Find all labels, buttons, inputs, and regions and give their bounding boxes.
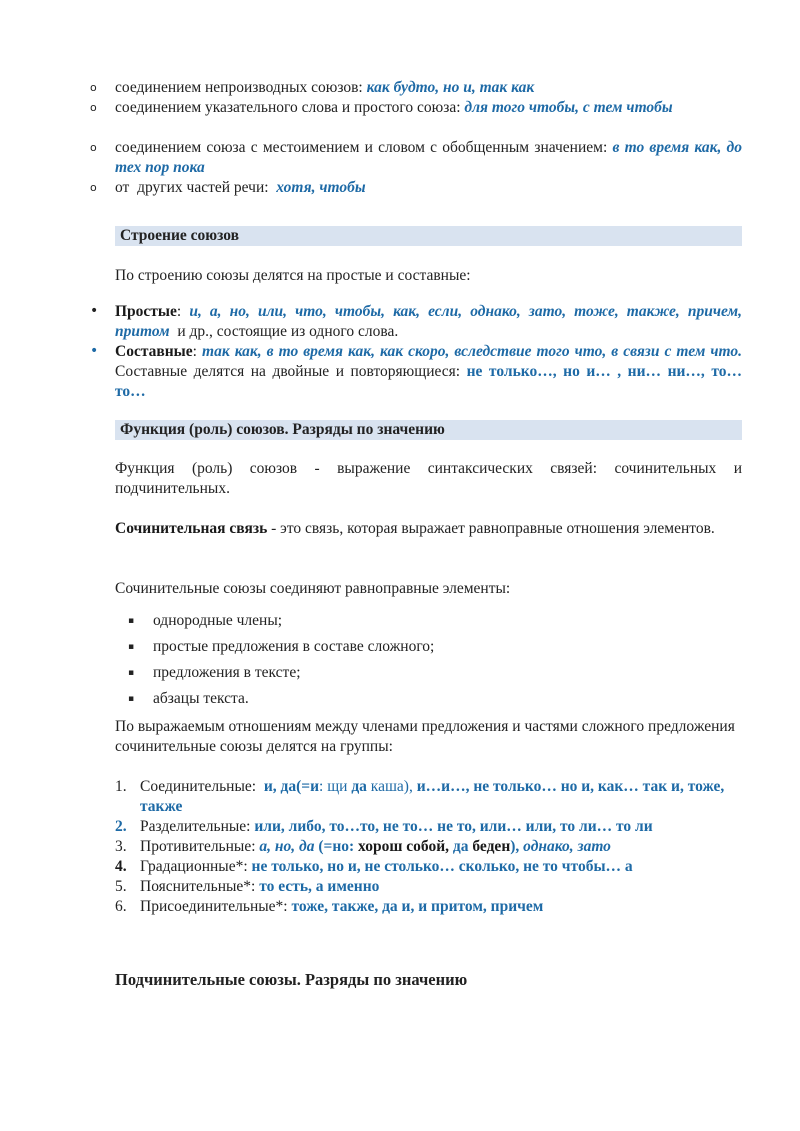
example-text: каша), [366, 778, 417, 795]
group-label: Градационные*: [140, 858, 252, 875]
list-item-text: соединением союза с местоимением и словом с обобщенным значением: [115, 139, 613, 156]
section-heading-function: Функция (роль) союзов. Разряды по значению [115, 420, 742, 440]
list-item-group-4 [115, 857, 742, 877]
section-heading-subordinate: Подчинительные союзы. Разряды по значению [115, 970, 468, 989]
term-simple: Простые [115, 303, 177, 320]
list-number: 4. [115, 858, 127, 875]
example-text: и, да(=и [263, 778, 320, 795]
example-text: хотя, чтобы [276, 179, 366, 196]
list-item-text: предложения в тексте; [153, 664, 301, 681]
definition-text: - это связь, которая выражает равноправные отношения элементов. [267, 520, 715, 537]
example-text: да [351, 778, 367, 795]
structure-list [90, 302, 742, 402]
circle-bullet-icon: o [90, 181, 97, 194]
groups-list [115, 777, 742, 917]
example-text: однако, зато [523, 838, 611, 855]
list-item [128, 689, 742, 715]
list-number: 6. [115, 898, 127, 915]
colon: : [176, 303, 190, 320]
list-item-group-1 [115, 777, 742, 817]
groups-intro: По выражаемым отношениям между членами предложения и частями сложного предложения сочинительные союзы делятся на группы: [115, 718, 735, 755]
group-label: Противительные: [140, 838, 260, 855]
coord-definition [115, 519, 742, 559]
list-number: 1. [115, 778, 127, 795]
example-text: и…и…, не только… но и, как… так и, тоже, также [140, 778, 725, 815]
list-item-group-6 [115, 897, 742, 917]
function-intro: Функция (роль) союзов - выражение синтаксических связей: сочинительных и подчинительных. [115, 460, 742, 497]
list-item-text: простые предложения в составе сложного; [153, 638, 435, 655]
list-item [128, 663, 742, 689]
colon: : [192, 343, 203, 360]
list-item-text: и др., состоящие из одного слова. [169, 323, 399, 340]
list-item-simple [90, 302, 742, 342]
list-item-text: абзацы текста. [153, 690, 249, 707]
example-text: так как, в то время как, как скоро, вследствие того что, в связи с тем что. [202, 343, 742, 360]
square-bullet-icon: ▪ [128, 642, 135, 652]
example-text: беден [468, 838, 511, 855]
list-item-group-3 [115, 837, 742, 857]
square-bullet-icon: ▪ [128, 668, 135, 678]
list-number: 5. [115, 878, 127, 895]
list-item [90, 78, 742, 98]
example-text: хорош собой, [358, 838, 453, 855]
group-label: Присоединительные*: [140, 898, 292, 915]
circle-bullet-icon: o [90, 81, 97, 94]
example-text: не только…, но и… , ни… ни…, то… то… [115, 363, 742, 400]
group-label: Соединительные: [140, 778, 264, 795]
example-text: тоже, также, да и, и притом, причем [291, 898, 544, 915]
square-bullet-icon: ▪ [128, 694, 135, 704]
list-item-group-5 [115, 877, 742, 897]
list-number: 2. [115, 818, 127, 835]
structure-intro: По строению союзы делятся на простые и составные: [115, 267, 471, 284]
example-text: в то время как, до тех пор пока [115, 139, 742, 176]
list-item [90, 98, 742, 138]
formation-list [90, 78, 742, 198]
example-text: то есть, а именно [259, 878, 380, 895]
example-text: не только, но и, не столько… сколько, не то чтобы… а [251, 858, 633, 875]
example-text: и, а, но, или, что, чтобы, как, если, однако, зато, тоже, также, причем, притом [115, 303, 742, 340]
coord-intro: Сочинительные союзы соединяют равноправные элементы: [115, 580, 511, 597]
term-coordination: Сочинительная связь [115, 520, 268, 537]
square-bullet-icon: ▪ [128, 616, 135, 626]
circle-bullet-icon: o [90, 101, 97, 114]
elements-list [115, 611, 742, 715]
list-item-text: соединением непроизводных союзов: [115, 79, 367, 96]
dot-bullet-icon: • [90, 303, 99, 319]
example-text: ), [510, 838, 524, 855]
example-text: да [452, 838, 469, 855]
example-text: : щи [319, 778, 352, 795]
list-item-text: Составные делятся на двойные и повторяющиеся: [115, 363, 467, 380]
term-compound: Составные [115, 343, 193, 360]
list-item-text: от других частей речи: [115, 179, 277, 196]
list-number: 3. [115, 838, 127, 855]
list-item [128, 637, 742, 663]
example-text: а, но, да [259, 838, 315, 855]
list-item-compound [90, 342, 742, 402]
list-item-text: соединением указательного слова и простого союза: [115, 99, 465, 116]
group-label: Разделительные: [140, 818, 255, 835]
list-item [90, 178, 742, 198]
list-item [128, 611, 742, 637]
example-text: или, либо, то…то, не то… не то, или… или, то ли… то ли [254, 818, 653, 835]
dot-bullet-icon: • [90, 343, 99, 359]
group-label: Пояснительные*: [140, 878, 260, 895]
example-text: (=но: [314, 838, 359, 855]
list-item-group-2 [115, 817, 742, 837]
list-item [90, 138, 742, 178]
section-heading-structure: Строение союзов [115, 226, 742, 246]
example-text: для того чтобы, с тем чтобы [464, 99, 673, 116]
list-item-text: однородные члены; [153, 612, 283, 629]
circle-bullet-icon: o [90, 141, 97, 154]
example-text: как будто, но и, так как [366, 79, 535, 96]
